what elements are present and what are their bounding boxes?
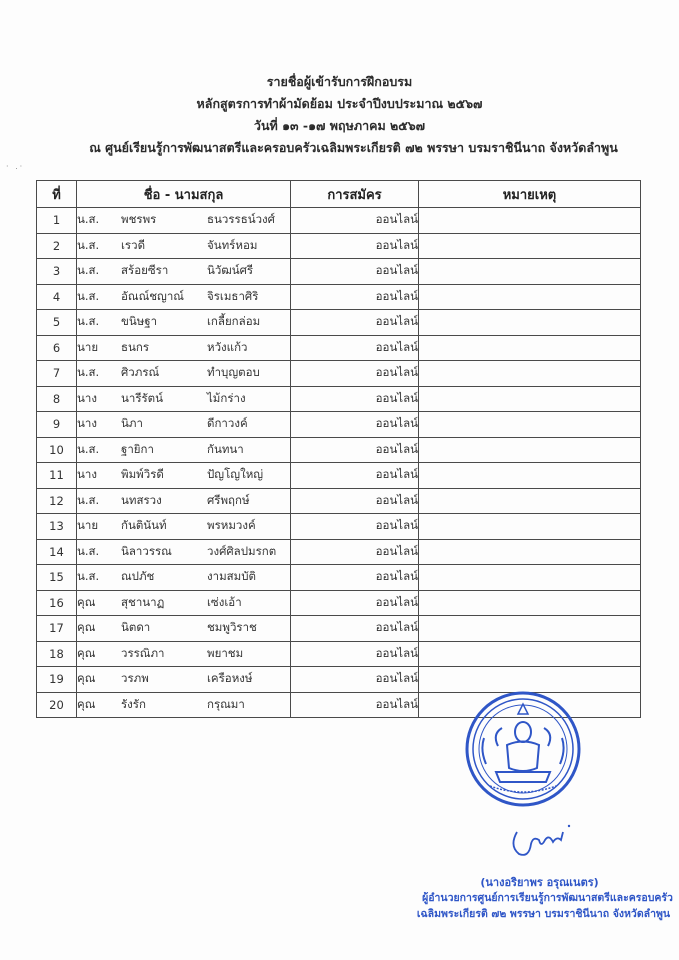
last-name: นิวัฒน์ศรี — [207, 263, 254, 278]
remarks-cell — [419, 488, 641, 514]
participant-name — [77, 259, 291, 285]
participant-name — [77, 565, 291, 591]
first-name: ฐายิกา — [121, 441, 154, 456]
row-number: 3 — [37, 259, 77, 285]
first-name: ศิวภรณ์ — [121, 365, 160, 380]
registration-method: ออนไลน์ — [291, 590, 419, 616]
table-row — [37, 233, 641, 259]
last-name: ศรีพฤกษ์ — [207, 492, 250, 507]
row-number: 8 — [37, 386, 77, 412]
row-number: 5 — [37, 310, 77, 336]
participant-name — [77, 590, 291, 616]
first-name: นิตดา — [121, 620, 151, 635]
last-name: งามสมบัติ — [207, 569, 257, 584]
last-name: ดีกาวงค์ — [207, 416, 248, 431]
name-title: นาง — [77, 390, 97, 405]
table-row — [37, 259, 641, 285]
header-registration: การสมัคร — [291, 181, 419, 208]
table-row — [37, 667, 641, 693]
registration-method: ออนไลน์ — [291, 667, 419, 693]
remarks-cell — [419, 259, 641, 285]
registration-method: ออนไลน์ — [291, 259, 419, 285]
table-row — [37, 565, 641, 591]
last-name: เกลี้ยกล่อม — [207, 314, 261, 329]
registration-method: ออนไลน์ — [291, 361, 419, 387]
name-title: น.ส. — [77, 441, 100, 456]
header-remarks: หมายเหตุ — [419, 181, 641, 208]
first-name: สุชานาฏ — [121, 594, 165, 609]
last-name: เครือหงษ์ — [207, 671, 253, 686]
row-number: 13 — [37, 514, 77, 540]
registration-method: ออนไลน์ — [291, 616, 419, 642]
participant-name — [77, 463, 291, 489]
document-title: รายชื่อผู้เข้ารับการฝึกอบรม — [266, 74, 413, 89]
last-name: หวังแก้ว — [207, 339, 248, 354]
row-number: 18 — [37, 641, 77, 667]
table-header-row — [37, 181, 641, 208]
last-name: ชมพูวิราช — [207, 620, 257, 635]
header-name: ชื่อ - นามสกุล — [77, 181, 291, 208]
registration-method: ออนไลน์ — [291, 488, 419, 514]
remarks-cell — [419, 463, 641, 489]
first-name: อัณณ์ชญาณ์ — [121, 288, 184, 303]
registration-method: ออนไลน์ — [291, 565, 419, 591]
participant-name — [77, 488, 291, 514]
name-title: น.ส. — [77, 492, 100, 507]
registration-method: ออนไลน์ — [291, 463, 419, 489]
row-number: 1 — [37, 208, 77, 234]
table-row — [37, 616, 641, 642]
last-name: จันทร์หอม — [207, 237, 258, 252]
last-name: กันทนา — [207, 441, 244, 456]
name-title: คุณ — [77, 645, 96, 660]
last-name: เซ่งเอ้า — [207, 594, 242, 609]
participant-name — [77, 616, 291, 642]
last-name: กรุณมา — [207, 696, 245, 711]
first-name: นารีรัตน์ — [121, 390, 164, 405]
last-name: ไม้กร่าง — [207, 390, 246, 405]
row-number: 19 — [37, 667, 77, 693]
first-name: นทสรวง — [121, 492, 162, 507]
header-number: ที่ — [37, 181, 77, 208]
table-row — [37, 641, 641, 667]
participant-name — [77, 641, 291, 667]
row-number: 11 — [37, 463, 77, 489]
table-row — [37, 361, 641, 387]
participant-name — [77, 361, 291, 387]
last-name: ทำบุญตอบ — [207, 365, 260, 380]
row-number: 12 — [37, 488, 77, 514]
participant-name — [77, 437, 291, 463]
official-seal-stamp — [462, 690, 584, 808]
name-title: น.ส. — [77, 569, 100, 584]
registration-method: ออนไลน์ — [291, 437, 419, 463]
remarks-cell — [419, 412, 641, 438]
remarks-cell — [419, 616, 641, 642]
first-name: รังรัก — [121, 696, 146, 711]
participant-name — [77, 692, 291, 718]
name-title: คุณ — [77, 594, 96, 609]
participant-table — [36, 180, 641, 718]
table-row — [37, 488, 641, 514]
participant-name — [77, 667, 291, 693]
last-name: พยาชม — [207, 645, 244, 660]
first-name: พชรพร — [121, 212, 157, 227]
first-name: เรวดี — [121, 237, 146, 252]
remarks-cell — [419, 233, 641, 259]
first-name: ขนิษฐา — [121, 314, 158, 329]
remarks-cell — [419, 514, 641, 540]
name-title: น.ส. — [77, 237, 100, 252]
participant-name — [77, 386, 291, 412]
signature-scribble — [505, 822, 575, 862]
last-name: ธนวรรธน์วงศ์ — [207, 212, 275, 227]
table-row — [37, 208, 641, 234]
last-name: จิรเมธาศิริ — [207, 288, 259, 303]
table-row — [37, 514, 641, 540]
registration-method: ออนไลน์ — [291, 284, 419, 310]
registration-method: ออนไลน์ — [291, 386, 419, 412]
remarks-cell — [419, 284, 641, 310]
first-name: วรภพ — [121, 671, 149, 686]
last-name: วงศ์ศิลปมรกต — [207, 543, 277, 558]
registration-method: ออนไลน์ — [291, 233, 419, 259]
remarks-cell — [419, 361, 641, 387]
table-row — [37, 310, 641, 336]
remarks-cell — [419, 539, 641, 565]
name-title: น.ส. — [77, 365, 100, 380]
remarks-cell — [419, 667, 641, 693]
remarks-cell — [419, 590, 641, 616]
first-name: วรรณิภา — [121, 645, 165, 660]
remarks-cell — [419, 208, 641, 234]
name-title: คุณ — [77, 671, 96, 686]
row-number: 6 — [37, 335, 77, 361]
name-title: น.ส. — [77, 263, 100, 278]
row-number: 14 — [37, 539, 77, 565]
row-number: 20 — [37, 692, 77, 718]
registration-method: ออนไลน์ — [291, 208, 419, 234]
name-title: นาย — [77, 518, 99, 533]
name-title: คุณ — [77, 620, 96, 635]
registration-method: ออนไลน์ — [291, 514, 419, 540]
table-row — [37, 437, 641, 463]
registration-method: ออนไลน์ — [291, 335, 419, 361]
course-title: หลักสูตรการทำผ้ามัดย้อม ประจำปีงบประมาณ ๒๕๖๗ — [196, 96, 483, 111]
name-title: นาง — [77, 416, 97, 431]
participant-name — [77, 514, 291, 540]
participant-name — [77, 233, 291, 259]
registration-method: ออนไลน์ — [291, 310, 419, 336]
table-row — [37, 590, 641, 616]
first-name: นิลาวรรณ — [121, 543, 172, 558]
row-number: 4 — [37, 284, 77, 310]
row-number: 2 — [37, 233, 77, 259]
row-number: 15 — [37, 565, 77, 591]
course-dates: วันที่ ๑๓ -๑๗ พฤษภาคม ๒๕๖๗ — [253, 118, 426, 133]
table-body — [37, 208, 641, 718]
row-number: 10 — [37, 437, 77, 463]
table-row — [37, 335, 641, 361]
last-name: ปัญโญใหญ่ — [207, 467, 264, 482]
registration-method: ออนไลน์ — [291, 539, 419, 565]
signatory-position: ผู้อำนวยการศูนย์การเรียนรู้การพัฒนาสตรีและครอบครัว — [422, 892, 673, 904]
participant-name — [77, 310, 291, 336]
name-title: คุณ — [77, 696, 96, 711]
name-title: น.ส. — [77, 288, 100, 303]
participant-name — [77, 539, 291, 565]
remarks-cell — [419, 310, 641, 336]
table-row — [37, 539, 641, 565]
participant-name — [77, 208, 291, 234]
row-number: 16 — [37, 590, 77, 616]
last-name: พรหมวงค์ — [207, 518, 256, 533]
signatory-organization: เฉลิมพระเกียรติ ๗๒ พรรษา บรมราชินีนาถ จังหวัดลำพูน — [416, 908, 671, 920]
row-number: 9 — [37, 412, 77, 438]
remarks-cell — [419, 641, 641, 667]
course-location: ณ ศูนย์เรียนรู้การพัฒนาสตรีและครอบครัวเฉลิมพระเกียรติ ๗๒ พรรษา บรมราชินีนาถ จังหวัดลำพูน — [89, 140, 618, 155]
table-row — [37, 412, 641, 438]
scan-specks: · .· — [6, 162, 25, 171]
participant-name — [77, 284, 291, 310]
table-row — [37, 284, 641, 310]
name-title: นาง — [77, 467, 97, 482]
participant-name — [77, 335, 291, 361]
registration-method: ออนไลน์ — [291, 641, 419, 667]
signatory-name: (นางอริยาพร อรุณเนตร) — [480, 876, 599, 889]
first-name: พิมพ์วิรดี — [121, 467, 164, 482]
name-title: น.ส. — [77, 543, 100, 558]
row-number: 17 — [37, 616, 77, 642]
remarks-cell — [419, 335, 641, 361]
first-name: นิภา — [121, 416, 143, 431]
table-row — [37, 463, 641, 489]
first-name: กันตินันท์ — [121, 518, 167, 533]
table-row — [37, 386, 641, 412]
first-name: ธนกร — [121, 339, 150, 354]
remarks-cell — [419, 437, 641, 463]
first-name: สร้อยซีรา — [121, 263, 169, 278]
first-name: ณปภัช — [121, 569, 155, 584]
registration-method: ออนไลน์ — [291, 692, 419, 718]
registration-method: ออนไลน์ — [291, 412, 419, 438]
name-title: น.ส. — [77, 314, 100, 329]
participant-name — [77, 412, 291, 438]
row-number: 7 — [37, 361, 77, 387]
remarks-cell — [419, 386, 641, 412]
name-title: นาย — [77, 339, 99, 354]
name-title: น.ส. — [77, 212, 100, 227]
remarks-cell — [419, 565, 641, 591]
